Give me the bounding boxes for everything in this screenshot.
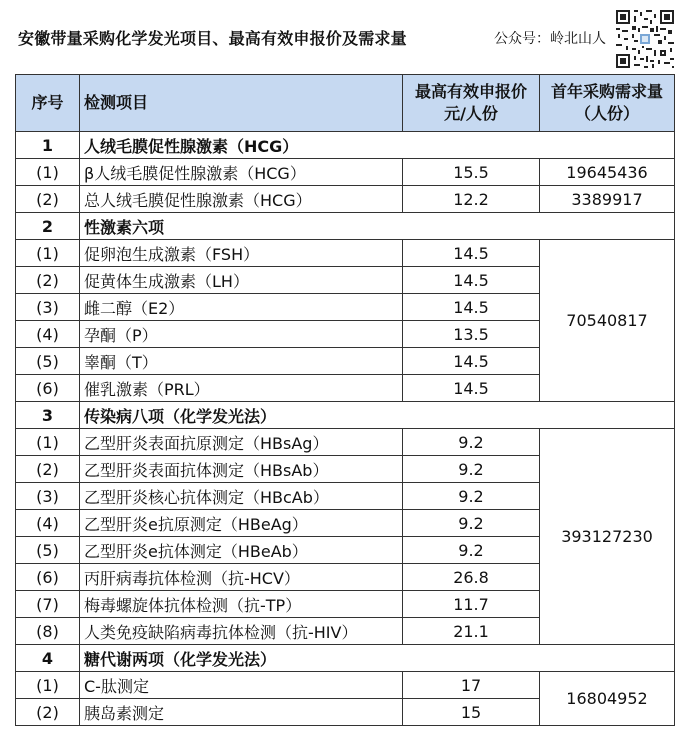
item-number: (1) (16, 672, 80, 699)
item-name: 人类免疫缺陷病毒抗体检测（抗-HIV） (80, 618, 403, 645)
item-price: 9.2 (403, 483, 540, 510)
item-price: 15 (403, 699, 540, 726)
item-name: 睾酮（T） (80, 348, 403, 375)
col-header-demand (540, 75, 675, 132)
item-name: C-肽测定 (80, 672, 403, 699)
item-name: 胰岛素测定 (80, 699, 403, 726)
item-price: 12.2 (403, 186, 540, 213)
item-number: (2) (16, 186, 80, 213)
item-price: 9.2 (403, 537, 540, 564)
item-number: (6) (16, 375, 80, 402)
col-header-price-line2: 元/人份 (444, 104, 498, 123)
item-price: 13.5 (403, 321, 540, 348)
item-number: (1) (16, 240, 80, 267)
table-header-row (16, 75, 675, 132)
item-number: (2) (16, 699, 80, 726)
item-price: 9.2 (403, 510, 540, 537)
col-header-no: 序号 (16, 75, 80, 132)
table-row (16, 240, 675, 267)
item-number: (2) (16, 267, 80, 294)
item-price: 21.1 (403, 618, 540, 645)
page-title: 安徽带量采购化学发光项目、最高有效申报价及需求量 (18, 29, 407, 48)
account-label: 公众号：岭北山人 (494, 31, 606, 47)
item-name: 促黄体生成激素（LH） (80, 267, 403, 294)
group-name: 糖代谢两项（化学发光法） (80, 645, 675, 672)
group-number: 2 (16, 213, 80, 240)
col-header-demand-line1: 首年采购需求量 (550, 82, 663, 101)
item-price: 26.8 (403, 564, 540, 591)
item-name: 催乳激素（PRL） (80, 375, 403, 402)
item-name: 乙型肝炎e抗体测定（HBeAb） (80, 537, 403, 564)
col-header-price (403, 75, 540, 132)
page-header (0, 0, 690, 74)
item-price: 14.5 (403, 240, 540, 267)
item-name: 总人绒毛膜促性腺激素（HCG） (80, 186, 403, 213)
qr-code-icon (614, 8, 676, 70)
item-number: (8) (16, 618, 80, 645)
item-number: (4) (16, 510, 80, 537)
item-name: β人绒毛膜促性腺激素（HCG） (80, 159, 403, 186)
item-number: (1) (16, 429, 80, 456)
item-demand: 3389917 (540, 186, 675, 213)
item-price: 17 (403, 672, 540, 699)
group-demand: 393127230 (540, 429, 675, 645)
item-number: (3) (16, 294, 80, 321)
col-header-demand-line2: （人份） (574, 104, 639, 123)
item-price: 14.5 (403, 294, 540, 321)
item-number: (3) (16, 483, 80, 510)
group-row (16, 213, 675, 240)
item-price: 14.5 (403, 267, 540, 294)
item-number: (7) (16, 591, 80, 618)
group-row (16, 645, 675, 672)
item-number: (5) (16, 537, 80, 564)
group-row (16, 132, 675, 159)
item-price: 15.5 (403, 159, 540, 186)
table-row (16, 429, 675, 456)
item-number: (1) (16, 159, 80, 186)
item-name: 促卵泡生成激素（FSH） (80, 240, 403, 267)
col-header-price-line1: 最高有效申报价 (414, 82, 527, 101)
group-name: 性激素六项 (80, 213, 675, 240)
item-name: 雌二醇（E2） (80, 294, 403, 321)
table-row (16, 159, 675, 186)
item-price: 9.2 (403, 429, 540, 456)
group-number: 1 (16, 132, 80, 159)
group-name: 人绒毛膜促性腺激素（HCG） (80, 132, 675, 159)
item-name: 乙型肝炎核心抗体测定（HBcAb） (80, 483, 403, 510)
item-number: (5) (16, 348, 80, 375)
col-header-item: 检测项目 (80, 75, 403, 132)
group-row (16, 402, 675, 429)
group-demand: 70540817 (540, 240, 675, 402)
item-name: 丙肝病毒抗体检测（抗-HCV） (80, 564, 403, 591)
item-name: 梅毒螺旋体抗体检测（抗-TP） (80, 591, 403, 618)
item-price: 9.2 (403, 456, 540, 483)
table-row (16, 186, 675, 213)
table-row (16, 672, 675, 699)
item-price: 11.7 (403, 591, 540, 618)
item-number: (2) (16, 456, 80, 483)
item-number: (4) (16, 321, 80, 348)
item-price: 14.5 (403, 348, 540, 375)
item-demand: 19645436 (540, 159, 675, 186)
item-price: 14.5 (403, 375, 540, 402)
item-name: 乙型肝炎表面抗原测定（HBsAg） (80, 429, 403, 456)
group-number: 4 (16, 645, 80, 672)
group-number: 3 (16, 402, 80, 429)
item-number: (6) (16, 564, 80, 591)
item-name: 孕酮（P） (80, 321, 403, 348)
item-name: 乙型肝炎表面抗体测定（HBsAb） (80, 456, 403, 483)
group-name: 传染病八项（化学发光法） (80, 402, 675, 429)
procurement-table (15, 74, 675, 726)
item-name: 乙型肝炎e抗原测定（HBeAg） (80, 510, 403, 537)
group-demand: 16804952 (540, 672, 675, 726)
